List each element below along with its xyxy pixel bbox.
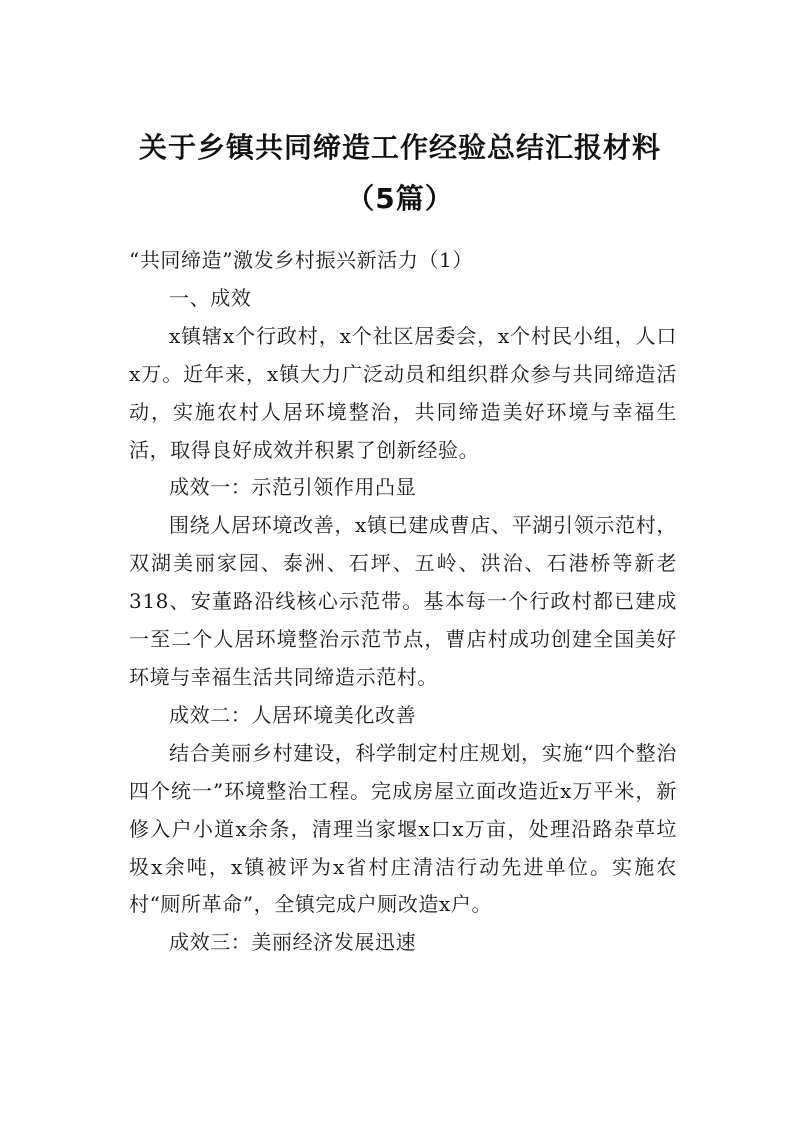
effect-two-heading: 成效二：人居环境美化改善	[169, 702, 417, 727]
article-subtitle: “共同缔造”激发乡村振兴新活力（1）	[129, 248, 473, 272]
effect-one-paragraph: 围绕人居环境改善，x镇已建成曹店、平湖引领示范村，双湖美丽家园、泰洲、石坪、五岭、洪治、石港桥等新老318、安董路沿线核心示范带。基本每一个行政村都已建成一至二个人居环境整治示范节点，曹店村成功创建全国美好环境与幸福生活共同缔造示范村。	[129, 513, 677, 689]
document-title: 关于乡镇共同缔造工作经验总结汇报材料	[138, 131, 661, 164]
section-heading: 一、成效	[169, 285, 252, 310]
intro-paragraph: x镇辖x个行政村，x个社区居委会，x个村民小组，人口x万。近年来，x镇大力广泛动员和组织群众参与共同缔造活动，实施农村人居环境整治，共同缔造美好环境与幸福生活，取得良好成效并积累了创新经验。	[129, 323, 677, 462]
document-body	[129, 242, 677, 962]
effect-one-heading: 成效一：示范引领作用凸显	[169, 475, 417, 500]
effect-three-heading: 成效三：美丽经济发展迅速	[169, 930, 417, 955]
document-title-count: （5篇）	[346, 182, 454, 215]
effect-two-paragraph: 结合美丽乡村建设，科学制定村庄规划，实施“四个整治四个统一”环境整治工程。完成房屋立面改造近x万平米，新修入户小道x余条，清理当家堰x口x万亩，处理沿路杂草垃圾x余吨，x镇被评为x省村庄清洁行动先进单位。实施农村“厕所革命”，全镇完成户厕改造x户。	[129, 740, 677, 917]
